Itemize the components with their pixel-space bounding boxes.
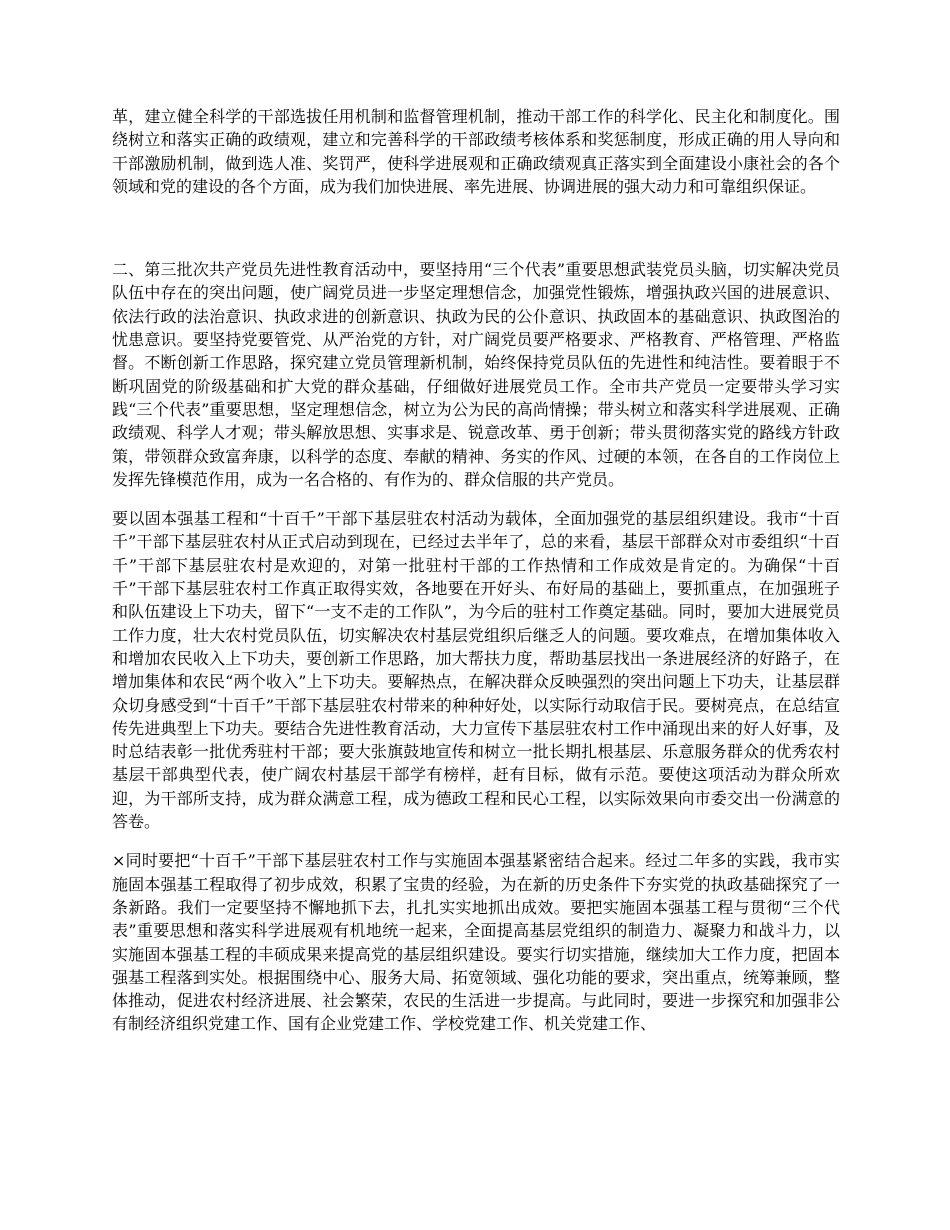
paragraph-advanced-education: 二、第三批次共产党员先进性教育活动中，要坚持用“三个代表”重要思想武装党员头脑，切实解决党员队伍中存在的突出问题，使广阔党员进一步坚定理想信念，加强党性锻炼，增强执政兴国的进展意识、依法行政的法治意识、执政求进的创新意识、执政为民的公仆意识、执政固本的基础意识、执政图治的忧患意识。要坚持党要管党、从严治党的方针，对广阔党员要严格要求、严格教育、严格管理、严格监督。不断创新工作思路，探究建立党员管理新机制，始终保持党员队伍的先进性和纯洁性。要着眼于不断巩固党的阶级基础和扩大党的群众基础，仔细做好进展党员工作。全市共产党员一定要带头学习实践“三个代表”重要思想，坚定理想信念，树立为公为民的高尚情操；带头树立和落实科学进展观、正确政绩观、科学人才观；带头解放思想、实事求是、锐意改革、勇于创新；带头贯彻落实党的路线方针政策，带领群众致富奔康，以科学的态度、奉献的精神、务实的作风、过硬的本领，在各自的工作岗位上发挥先锋模范作用，成为一名合格的、有作为的、群众信服的共产党员。 [112, 260, 840, 489]
paragraph-cadre-mechanism: 革，建立健全科学的干部选拔任用机制和监督管理机制，推动干部工作的科学化、民主化和制度化。围绕树立和落实正确的政绩观，建立和完善科学的干部政绩考核体系和奖惩制度，形成正确的用人导向和干部激励机制，做到选人准、奖罚严，使科学进展观和正确政绩观真正落实到全面建设小康社会的各个领域和党的建设的各个方面，成为我们加快进展、率先进展、协调进展的强大动力和可靠组织保证。 [112, 107, 840, 196]
document-page [112, 105, 840, 1036]
paragraph-grassroots-activity: 要以固本强基工程和“十百千”干部下基层驻农村活动为载体，全面加强党的基层组织建设。我市“十百千”干部下基层驻农村从正式启动到现在，已经过去半年了，总的来看，基层干部群众对市委组织“十百千”干部下基层驻农村是欢迎的，对第一批驻村干部的工作热情和工作成效是肯定的。为确保“十百千”干部下基层驻农村工作真正取得实效，各地要在开好头、布好局的基础上，要抓重点，在加强班子和队伍建设上下功夫，留下“一支不走的工作队”，为今后的驻村工作奠定基础。同时，要加大进展党员工作力度，壮大农村党员队伍，切实解决农村基层党组织后继乏人的问题。要攻难点，在增加集体收入和增加农民收入上下功夫，要创新工作思路，加大帮扶力度，帮助基层找出一条进展经济的好路子，在增加集体和农民“两个收入”上下功夫。要解热点，在解决群众反映强烈的突出问题上下功夫，让基层群众切身感受到“十百千”干部下基层驻农村带来的种种好处，以实际行动取信于民。要树亮点，在总结宣传先进典型上下功夫。要结合先进性教育活动，大力宣传下基层驻农村工作中涌现出来的好人好事，及时总结表彰一批优秀驻村干部；要大张旗鼓地宣传和树立一批长期扎根基层、乐意服务群众的优秀农村基层干部典型代表，使广阔农村基层干部学有榜样，赶有目标，做有示范。要使这项活动为群众所欢迎，为干部所支持，成为群众满意工程，成为德政工程和民心工程，以实际效果向市委交出一份满意的答卷。 [112, 509, 840, 832]
paragraph-foundation-project: ×同时要把“十百千”干部下基层驻农村工作与实施固本强基紧密结合起来。经过二年多的实践，我市实施固本强基工程取得了初步成效，积累了宝贵的经验，为在新的历史条件下夯实党的执政基础探究了一条新路。我们一定要坚持不懈地抓下去，扎扎实实地抓出成效。要把实施固本强基工程与贯彻“三个代表”重要思想和落实科学进展观有机地统一起来，全面提高基层党组织的制造力、凝聚力和战斗力，以实施固本强基工程的丰硕成果来提高党的基层组织建设。要实行切实措施，继续加大工作力度，把固本强基工程落到实处。根据围绕中心、服务大局、拓宽领域、强化功能的要求，突出重点，统筹兼顾，整体推动，促进农村经济进展、社会繁荣，农民的生活进一步提高。与此同时，要进一步探究和加强非公有制经济组织党建工作、国有企业党建工作、学校党建工作、机关党建工作、 [112, 851, 840, 1034]
